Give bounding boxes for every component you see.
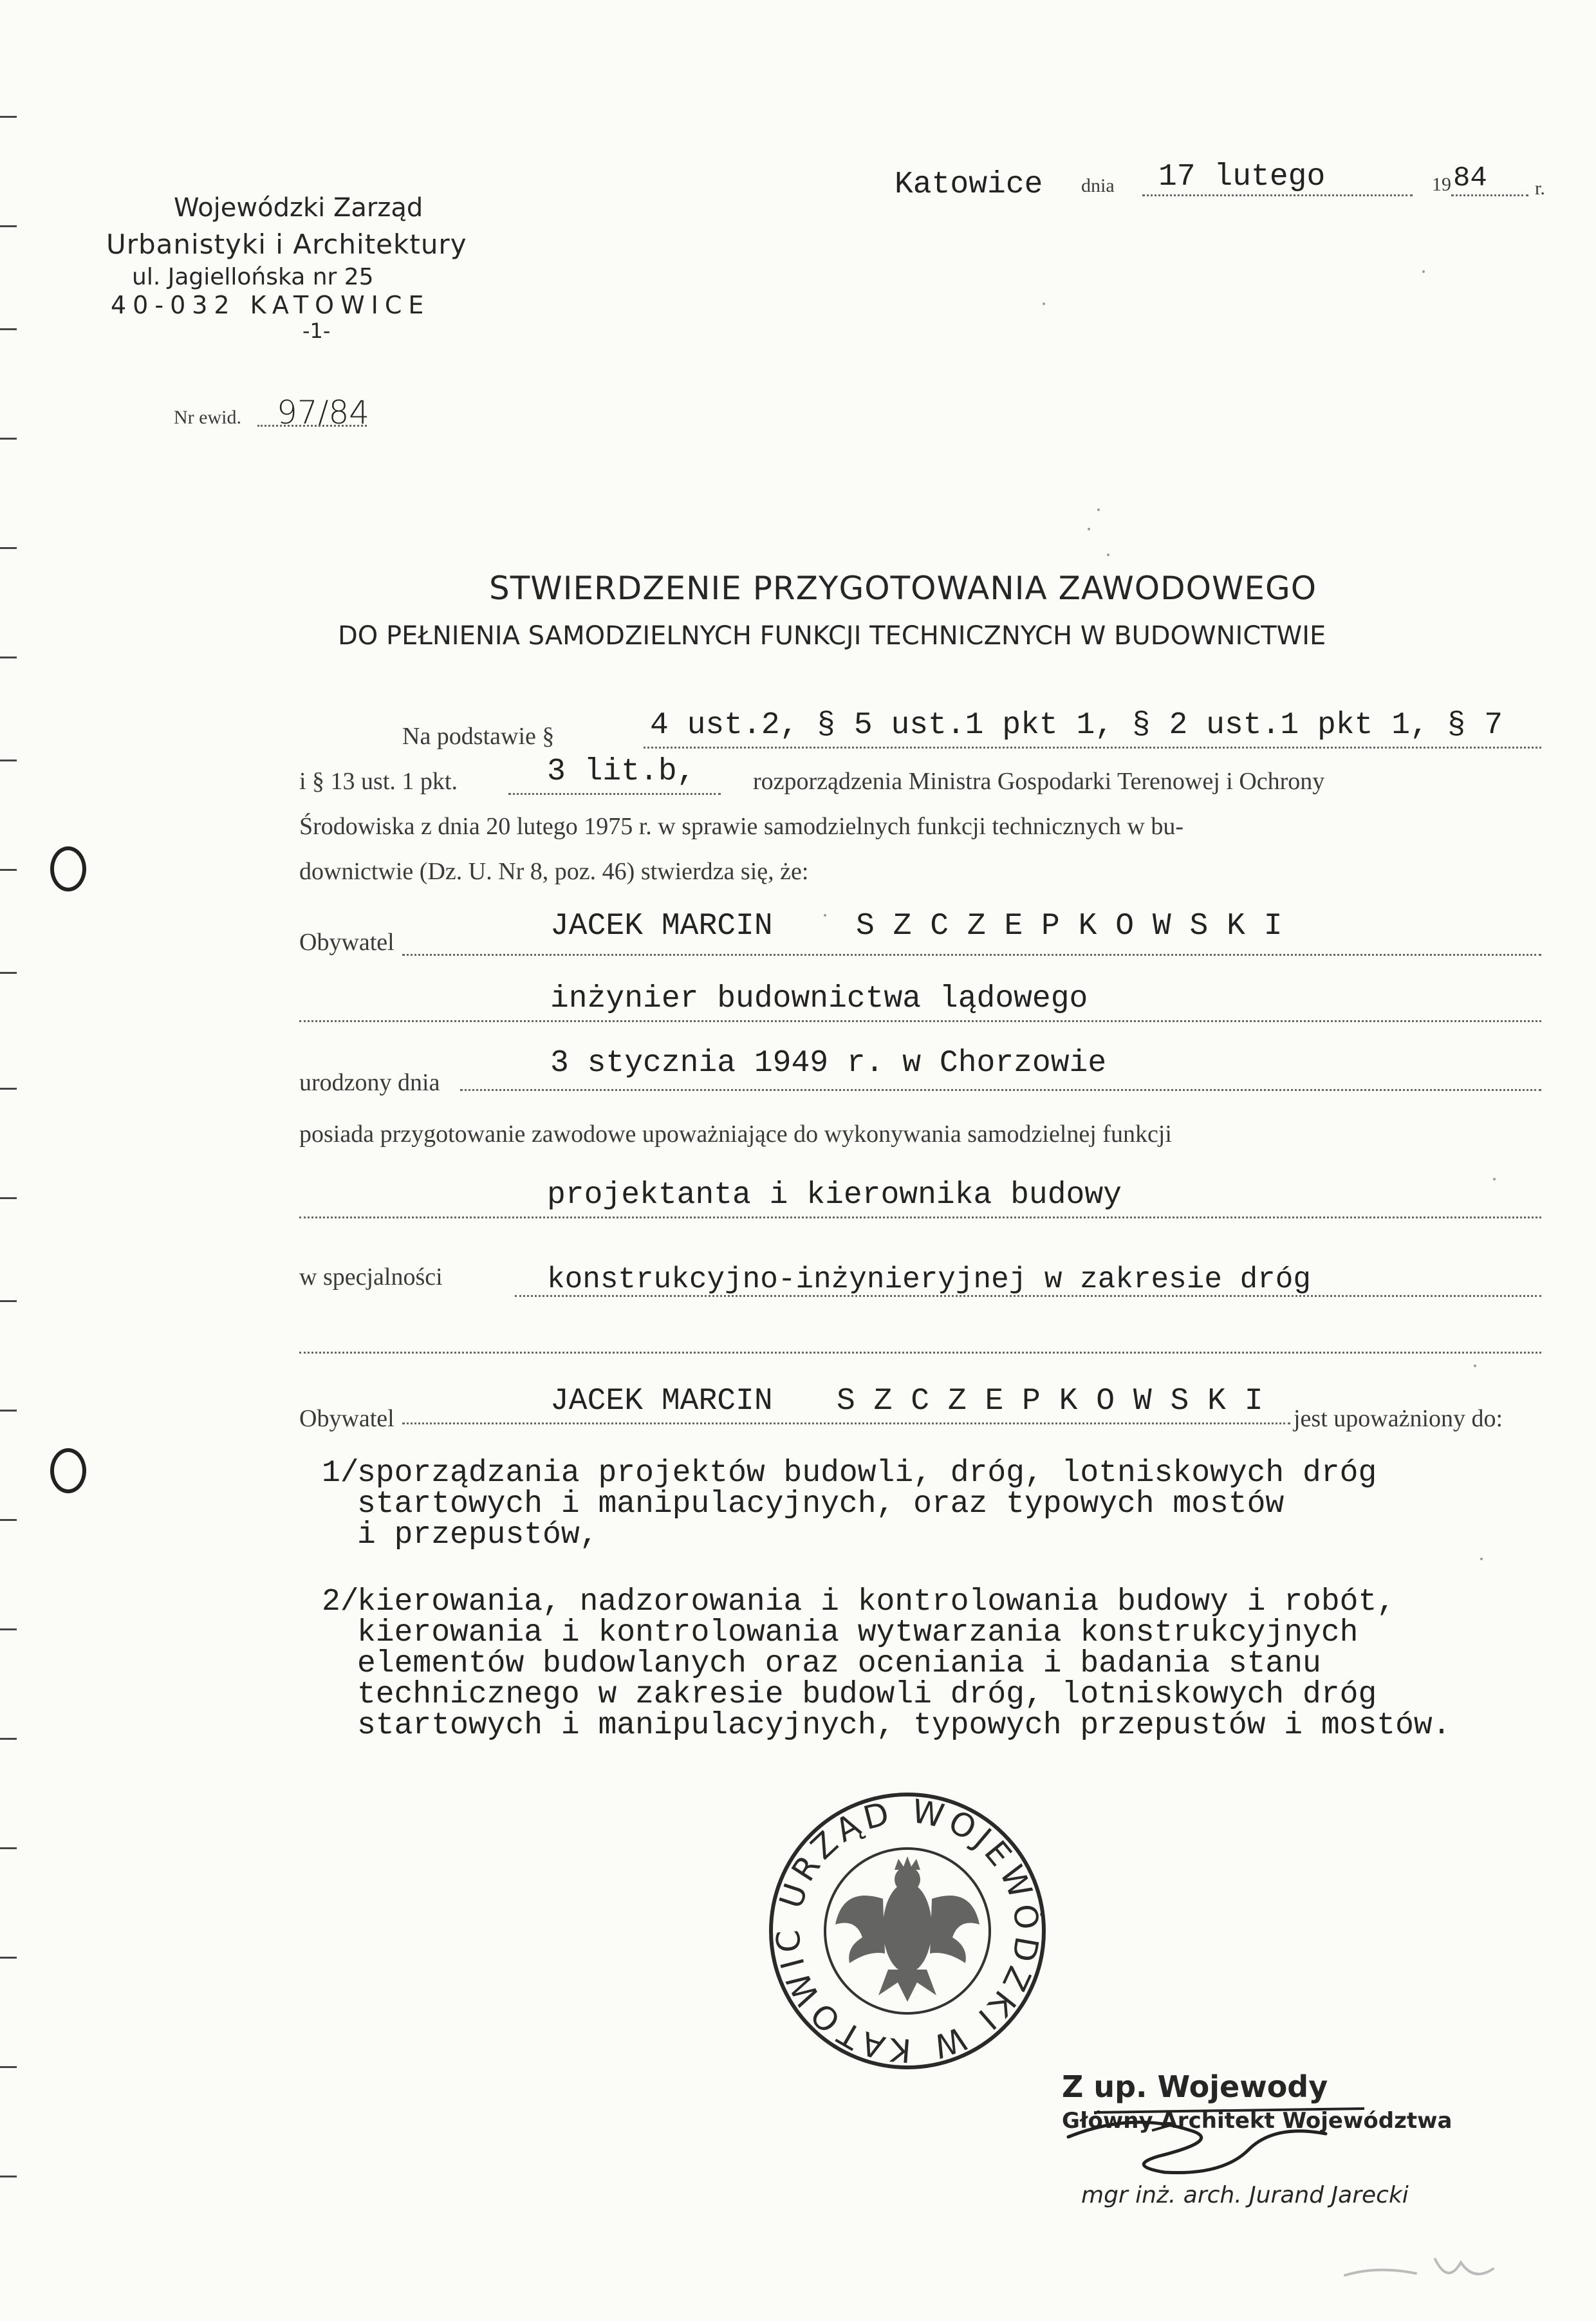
year-dots — [1451, 194, 1528, 196]
basis-line2-b: rozporządzenia Ministra Gospodarki Terenowej i Ochrony — [753, 768, 1325, 795]
auth-suffix: jest upoważniony do: — [1294, 1405, 1503, 1432]
item1-line: i przepustów, — [357, 1518, 598, 1552]
function-dots — [299, 1216, 1541, 1218]
registry-label: Nr ewid. — [174, 407, 241, 428]
spec-value: konstrukcyjno-inżynieryjnej w zakresie dróg — [547, 1263, 1311, 1296]
place-city: Katowice — [895, 167, 1043, 202]
office-stamp-line1: Wojewódzki Zarząd — [174, 193, 423, 223]
item2-number: 2/ — [322, 1585, 359, 1619]
born-value: 3 stycznia 1949 r. w Chorzowie — [550, 1046, 1107, 1081]
office-stamp-line5: -1- — [302, 319, 331, 343]
date-year-value: 84 — [1453, 162, 1487, 194]
spec-label: w specjalności — [299, 1263, 443, 1291]
item2-line: kierowania i kontrolowania wytwarzania konstrukcyjnych — [357, 1616, 1359, 1650]
official-seal — [766, 1789, 1049, 2073]
basis-line4: downictwie (Dz. U. Nr 8, poz. 46) stwierdza się, że: — [299, 858, 809, 885]
spec-dots — [515, 1295, 1541, 1297]
date-dots — [1142, 194, 1413, 196]
born-dots — [460, 1089, 1541, 1091]
registry-value: 97/84 — [277, 394, 370, 431]
registry-dots — [257, 425, 367, 427]
basis-paragraphs: 4 ust.2, § 5 ust.1 pkt 1, § 2 ust.1 pkt 1, § 7 — [650, 708, 1503, 743]
citizen-name: JACEK MARCIN — [550, 909, 773, 944]
title-dots — [299, 1020, 1541, 1022]
item1-line: sporządzania projektów budowli, dróg, lotniskowych dróg — [357, 1456, 1377, 1491]
signature-line3: mgr inż. arch. Jurand Jarecki — [1081, 2182, 1409, 2208]
margin-scribble — [1339, 2253, 1532, 2291]
punch-hole-top — [50, 846, 86, 891]
basis-intro: Na podstawie § — [402, 723, 555, 750]
office-stamp-line3: ul. Jagiellońska nr 25 — [132, 264, 374, 290]
born-label: urodzony dnia — [299, 1069, 440, 1096]
basis-dots-1 — [644, 747, 1541, 749]
date-year-prefix: 19 — [1432, 174, 1451, 195]
eagle-icon — [835, 1856, 979, 2002]
posiada-line: posiada przygotowanie zawodowe upoważniające do wykonywania samodzielnej funkcji — [299, 1121, 1172, 1148]
date-day-month: 17 lutego — [1158, 160, 1326, 194]
item1-number: 1/ — [322, 1456, 359, 1491]
auth-name: JACEK MARCIN — [550, 1384, 773, 1419]
basis-line3: Środowiska z dnia 20 lutego 1975 r. w sprawie samodzielnych funkcji technicznych w bu- — [299, 813, 1183, 840]
citizen-dots — [402, 954, 1541, 956]
item2-line: kierowania, nadzorowania i kontrolowania budowy i robót, — [357, 1585, 1396, 1619]
signature-line1: Z up. Wojewody — [1062, 2069, 1328, 2104]
auth-dots — [402, 1422, 1290, 1424]
date-dnia-label: dnia — [1081, 175, 1115, 196]
signature-line2: Główny Architekt Województwa — [1062, 2108, 1452, 2134]
basis-dots-2 — [508, 793, 721, 795]
document-title: STWIERDZENIE PRZYGOTOWANIA ZAWODOWEGO — [489, 570, 1317, 607]
item2-line: startowych i manipulacyjnych, typowych przepustów i mostów. — [357, 1708, 1451, 1743]
item1-line: startowych i manipulacyjnych, oraz typowych mostów — [357, 1487, 1285, 1522]
seal-ring-text: URZĄD WOJEWÓDZKI W KATOWIC — [769, 1792, 1046, 2069]
document-subtitle: DO PEŁNIENIA SAMODZIELNYCH FUNKCJI TECHNICZNYCH W BUDOWNICTWIE — [338, 621, 1326, 651]
basis-line2-value: 3 lit.b, — [547, 754, 696, 789]
item2-line: elementów budowlanych oraz oceniania i badania stanu — [357, 1646, 1321, 1681]
spec-dots-2 — [299, 1352, 1541, 1354]
office-stamp-line2: Urbanistyki i Architektury — [106, 228, 467, 260]
date-year-suffix: r. — [1535, 178, 1545, 199]
auth-label: Obywatel — [299, 1405, 394, 1432]
citizen-surname: S Z C Z E P K O W S K I — [856, 909, 1283, 944]
basis-line2-a: i § 13 ust. 1 pkt. — [299, 768, 458, 795]
punch-hole-bottom — [50, 1448, 86, 1493]
citizen-title: inżynier budownictwa lądowego — [550, 982, 1088, 1016]
citizen-label: Obywatel — [299, 929, 394, 956]
auth-surname: S Z C Z E P K O W S K I — [837, 1384, 1263, 1419]
function-value: projektanta i kierownika budowy — [547, 1178, 1122, 1213]
office-stamp-line4: 40-032 KATOWICE — [111, 291, 431, 319]
item2-line: technicznego w zakresie budowli dróg, lotniskowych dróg — [357, 1677, 1377, 1712]
seal-graphic — [766, 1789, 1049, 2073]
handwritten-signature — [1055, 2085, 1390, 2182]
